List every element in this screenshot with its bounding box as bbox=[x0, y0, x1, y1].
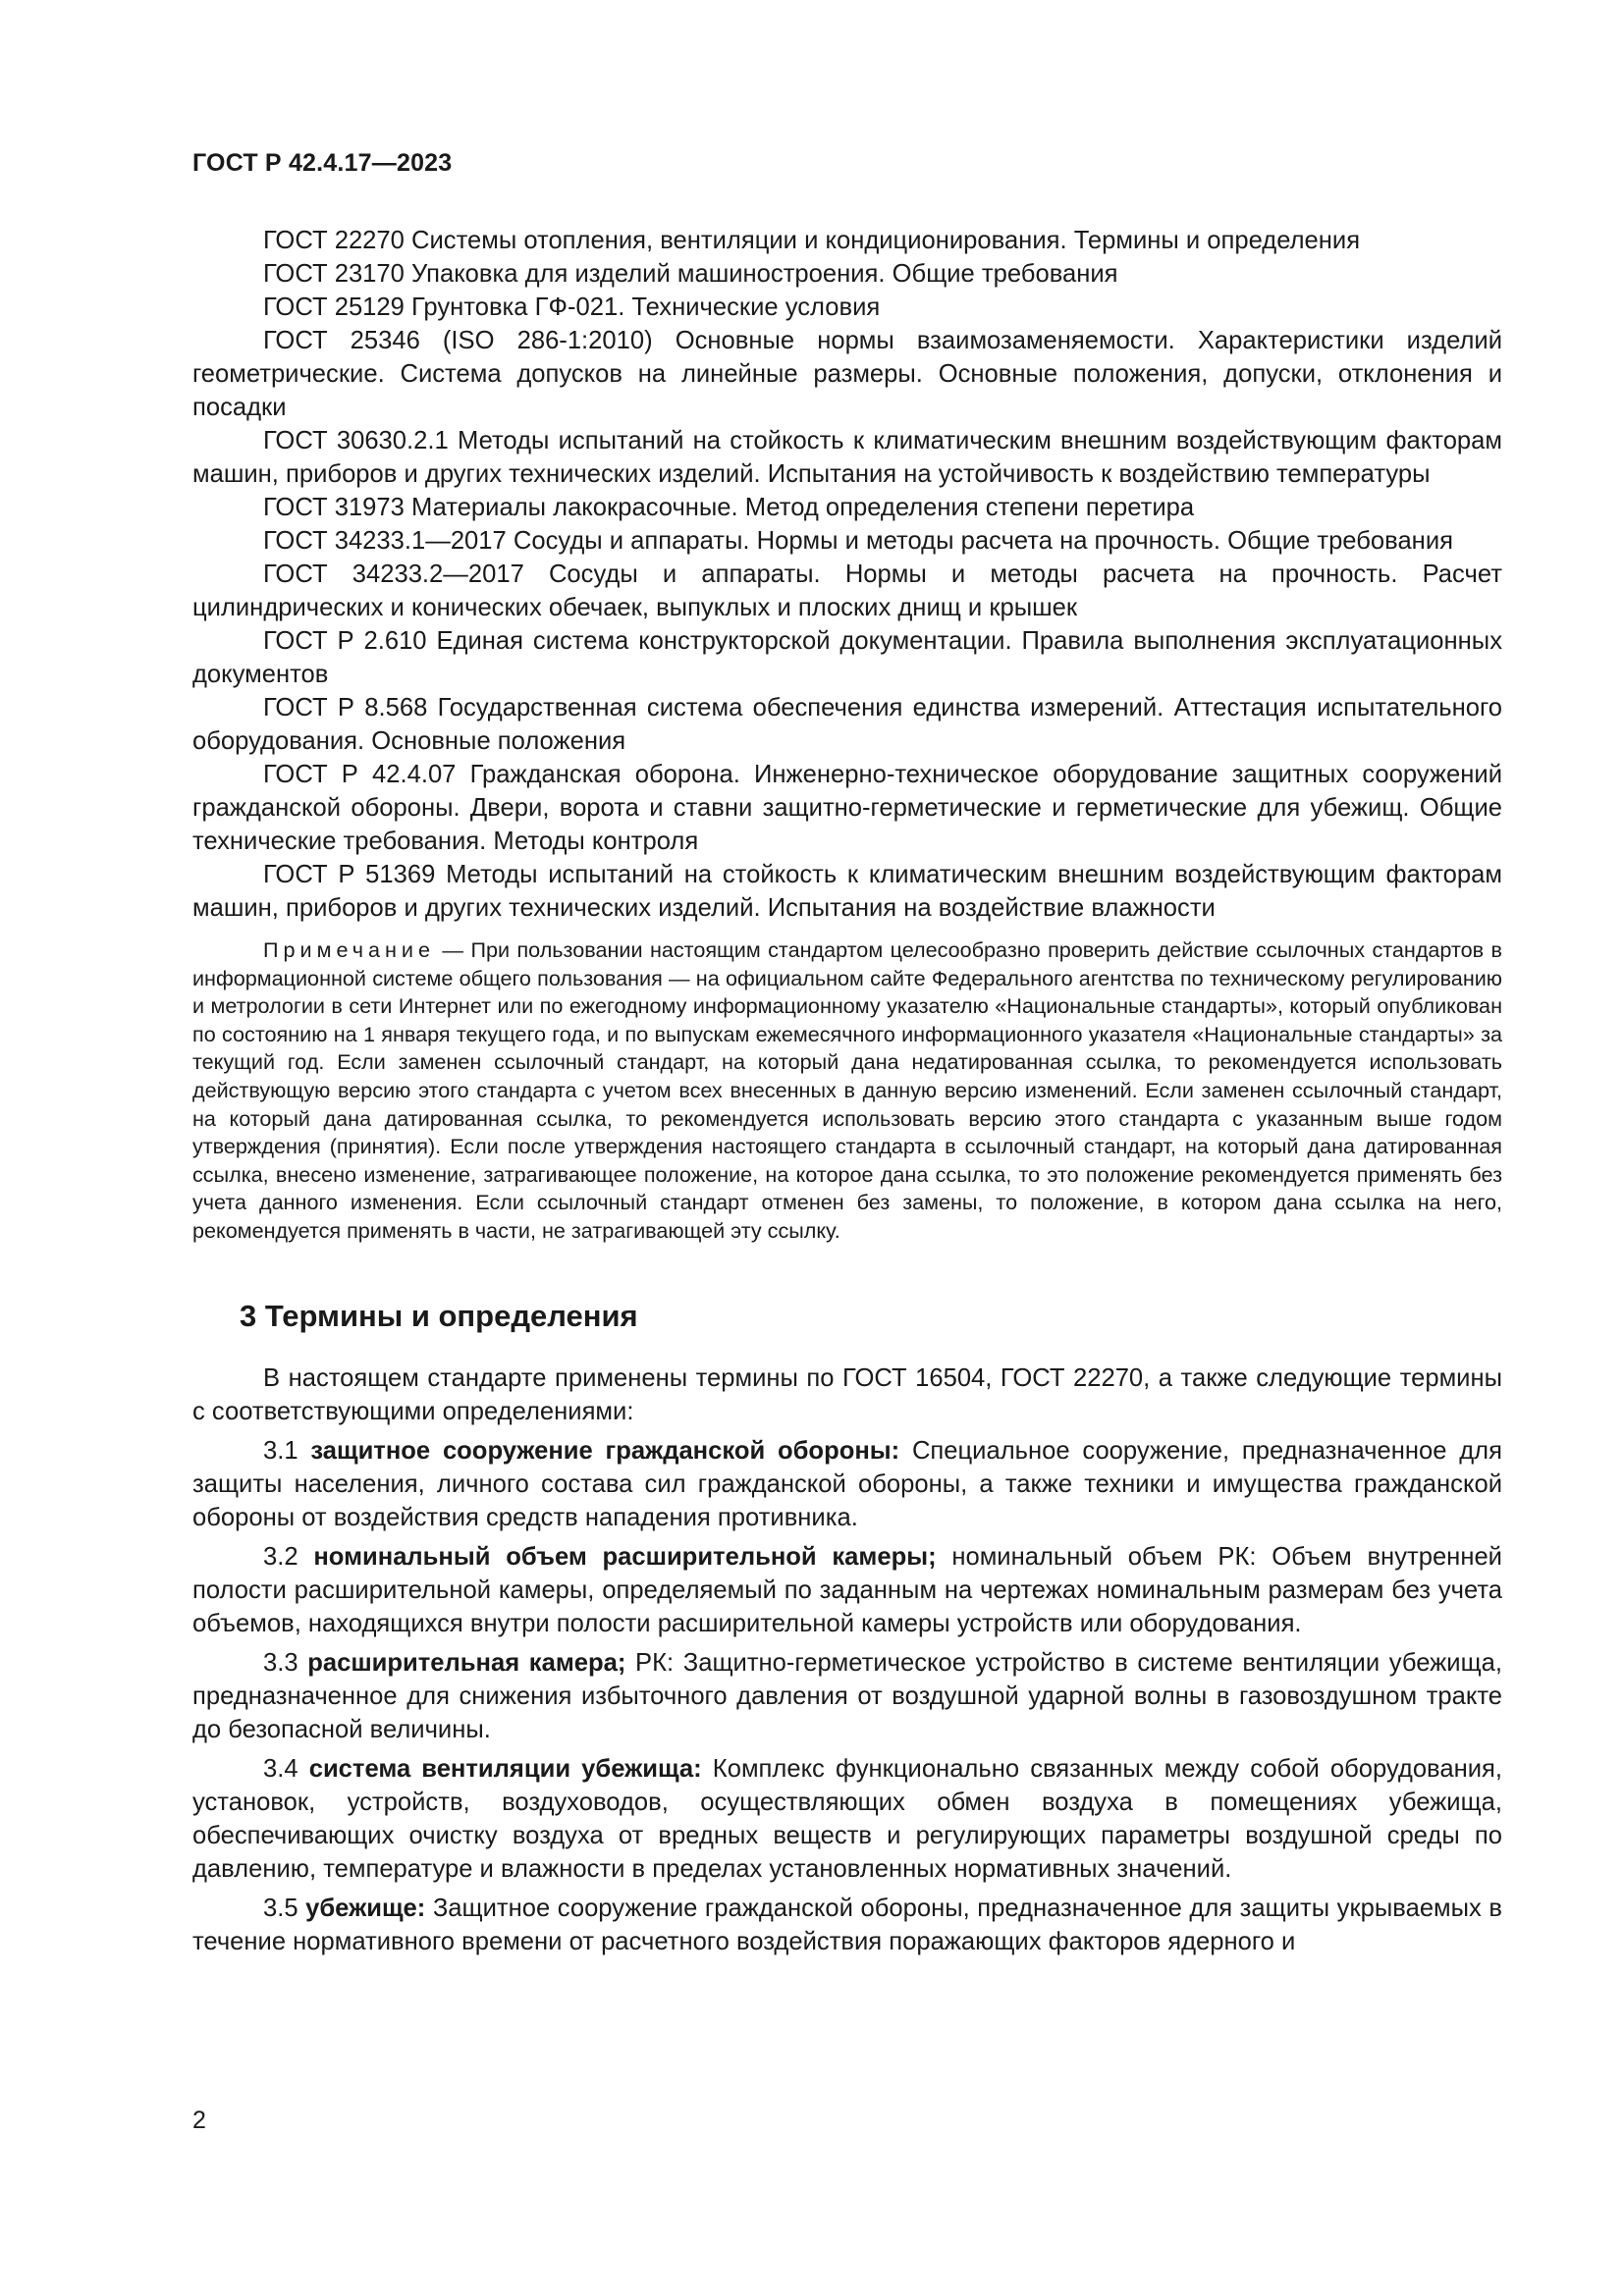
term-definition: Защитное сооружение гражданской обороны, предназначенное для защиты укрываемых в течение нормативного времени от расчетного воздействия поражающих факторов ядерного и bbox=[192, 1894, 1502, 1955]
reference-item: ГОСТ 25129 Грунтовка ГФ-021. Технические условия bbox=[263, 294, 881, 321]
term-number: 3.4 bbox=[263, 1754, 309, 1783]
term-definition: Комплекс функционально связанных между собой оборудования, установок, устройств, воздуховодов, осуществляющих обмен воздуха в помещениях убежища, обеспечивающих очистку воздуха от вредных веществ и регулирующих параметры воздушной среды по давлению, температуре и влажности в пределах установленных нормативных значений. bbox=[192, 1754, 1502, 1883]
term-number: 3.5 bbox=[263, 1894, 306, 1922]
reference-item: ГОСТ Р 51369 Методы испытаний на стойкость к климатическим внешним воздействующим факторам машин, приборов и других технических изделий. Испытания на воздействие влажности bbox=[192, 861, 1502, 922]
note-label: Примечание bbox=[263, 937, 435, 962]
reference-item: ГОСТ 31973 Материалы лакокрасочные. Метод определения степени перетира bbox=[263, 494, 1195, 521]
reference-item: ГОСТ 34233.1—2017 Сосуды и аппараты. Нормы и методы расчета на прочность. Общие требования bbox=[263, 527, 1453, 555]
term-item bbox=[192, 1434, 1502, 1534]
term-definition: Специальное сооружение, предназначенное для защиты населения, личного состава сил гражданской обороны, а также техники и имущества гражданской обороны от воздействия средств нападения противника. bbox=[192, 1436, 1502, 1531]
term-name: система вентиляции убежища: bbox=[308, 1754, 702, 1783]
term-item bbox=[192, 1540, 1502, 1640]
reference-item: ГОСТ 25346 (ISO 286-1:2010) Основные нормы взаимозаменяемости. Характеристики изделий геометрические. Система допусков на линейные размеры. Основные положения, допуски, отклонения и посадки bbox=[192, 327, 1502, 421]
term-name: защитное сооружение гражданской обороны: bbox=[310, 1436, 900, 1465]
term-definition: номинальный объем РК: Объем внутренней полости расширительной камеры, определяемый по заданным на чертежах номинальным размерам без учета объемов, находящихся внутри полости расширительной камеры устройств или оборудования. bbox=[192, 1542, 1502, 1637]
term-item bbox=[192, 1892, 1502, 1958]
section-title: 3 Термины и определения bbox=[240, 1298, 638, 1333]
term-item bbox=[192, 1646, 1502, 1746]
term-number: 3.3 bbox=[263, 1648, 308, 1677]
term-name: номинальный объем расширительной камеры; bbox=[313, 1542, 937, 1571]
term-number: 3.1 bbox=[263, 1436, 311, 1465]
term-name: расширительная камера; bbox=[307, 1648, 626, 1677]
references-list bbox=[192, 224, 1502, 925]
page-number: 2 bbox=[192, 2107, 206, 2134]
reference-item: ГОСТ 30630.2.1 Методы испытаний на стойкость к климатическим внешним воздействующим факторам машин, приборов и других технических изделий. Испытания на устойчивость к воздействию температуры bbox=[192, 427, 1502, 488]
document-body bbox=[192, 224, 1502, 1958]
term-definition: РК: Защитно-герметическое устройство в системе вентиляции убежища, предназначенное для снижения избыточного давления от воздушной ударной волны в газовоздушном тракте до безопасной величины. bbox=[192, 1648, 1502, 1743]
document-header: ГОСТ Р 42.4.17—2023 bbox=[192, 149, 453, 177]
reference-item: ГОСТ Р 2.610 Единая система конструкторской документации. Правила выполнения эксплуатационных документов bbox=[192, 627, 1502, 688]
reference-item: ГОСТ 23170 Упаковка для изделий машиностроения. Общие требования bbox=[263, 260, 1118, 288]
reference-item: ГОСТ 22270 Системы отопления, вентиляции и кондиционирования. Термины и определения bbox=[263, 227, 1361, 254]
term-item bbox=[192, 1752, 1502, 1886]
term-name: убежище: bbox=[305, 1894, 426, 1922]
term-number: 3.2 bbox=[263, 1542, 314, 1571]
reference-item: ГОСТ 34233.2—2017 Сосуды и аппараты. Нормы и методы расчета на прочность. Расчет цилиндрических и конических обечаек, выпуклых и плоских днищ и крышек bbox=[192, 561, 1502, 621]
note-text: — При пользовании настоящим стандартом целесообразно проверить действие ссылочных стандартов в информационной системе общего пользования — на официальном сайте Федерального агентства по техническому регулированию и метрологии в сети Интернет или по ежегодному информационному указателю «Национальные стандарты», который опубликован по состоянию на 1 января текущего года, и по выпускам ежемесячного информационного указателя «Национальные стандарты» за текущий год. Если заменен ссылочный стандарт, на который дана недатированная ссылка, то рекомендуется использовать действующую версию этого стандарта с учетом всех внесенных в данную версию изменений. Если заменен ссылочный стандарт, на который дана датированная ссылка, то рекомендуется использовать версию этого стандарта с указанным выше годом утверждения (принятия). Если после утверждения настоящего стандарта в ссылочный стандарт, на который дана датированная ссылка, внесено изменение, затрагивающее положение, на которое дана ссылка, то это положение рекомендуется применять без учета данного изменения. Если ссылочный стандарт отменен без замены, то положение, в котором дана ссылка на него, рекомендуется применять в части, не затрагивающей эту ссылку. bbox=[192, 937, 1502, 1243]
note-paragraph bbox=[192, 936, 1502, 1246]
reference-item: ГОСТ Р 8.568 Государственная система обеспечения единства измерений. Аттестация испытательного оборудования. Основные положения bbox=[192, 694, 1502, 755]
section-intro: В настоящем стандарте применены термины по ГОСТ 16504, ГОСТ 22270, а также следующие термины с соответствующими определениями: bbox=[192, 1363, 1502, 1425]
reference-item: ГОСТ Р 42.4.07 Гражданская оборона. Инженерно-техническое оборудование защитных сооружений гражданской обороны. Двери, ворота и ставни защитно-герметические и герметические для убежищ. Общие технические требования. Методы контроля bbox=[192, 761, 1502, 855]
